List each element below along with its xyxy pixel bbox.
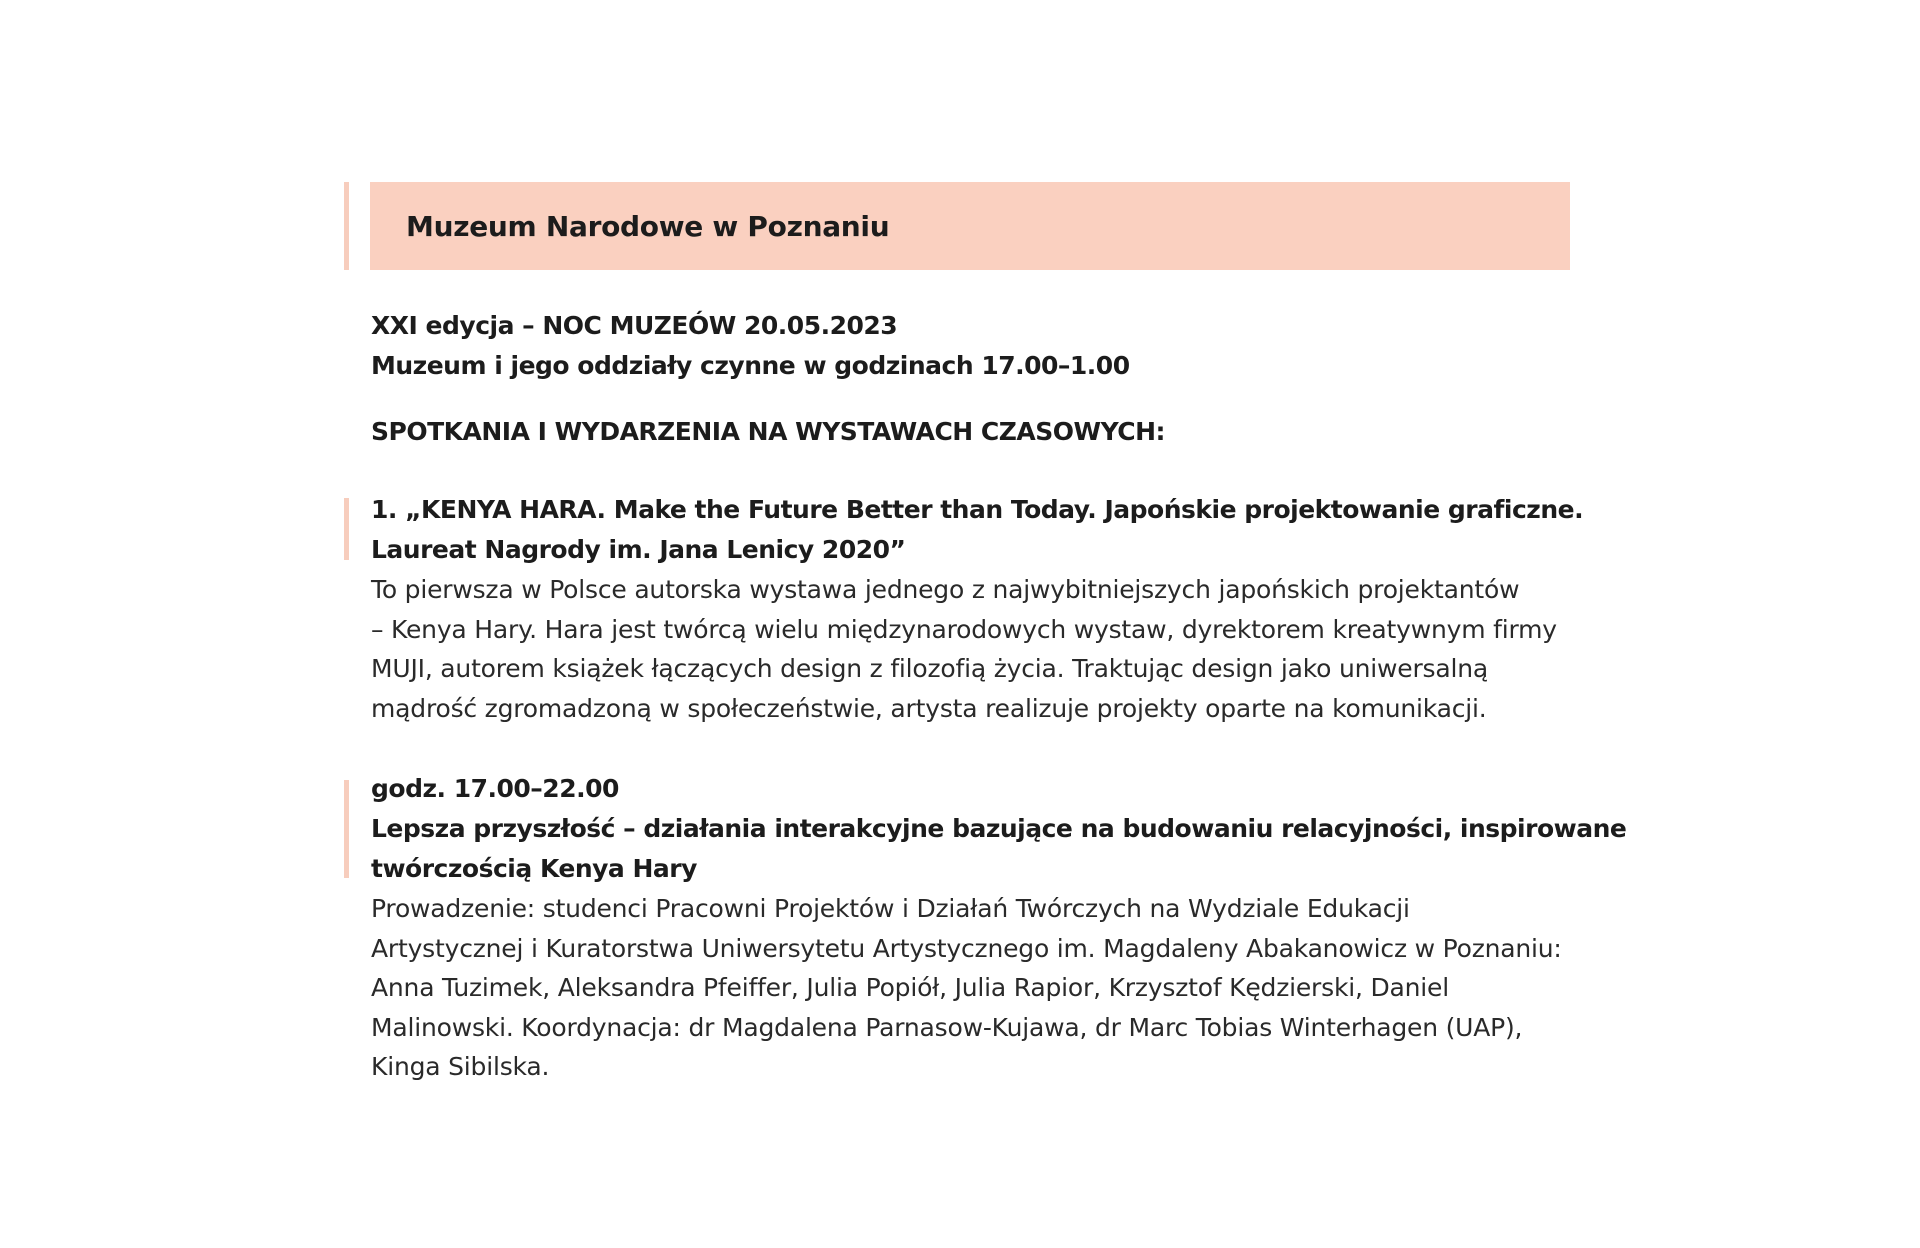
- opening-hours-line: Muzeum i jego oddziały czynne w godzinach 17.00–1.00: [371, 351, 1130, 380]
- section-heading-block: [371, 412, 1611, 452]
- item1-title-line: 1. „KENYA HARA. Make the Future Better than Today. Japońskie projektowanie graficzne.: [371, 495, 1584, 524]
- edition-line: XXI edycja – NOC MUZEÓW 20.05.2023: [371, 311, 898, 340]
- item1-accent-bar: [344, 498, 349, 560]
- item1-body-line: To pierwsza w Polsce autorska wystawa jednego z najwybitniejszych japońskich projektantów: [371, 575, 1520, 604]
- item2-body-line: Kinga Sibilska.: [371, 1052, 550, 1081]
- item1-title-line: Laureat Nagrody im. Jana Lenicy 2020”: [371, 535, 906, 564]
- header-accent-bar: [344, 182, 349, 270]
- section-heading: SPOTKANIA I WYDARZENIA NA WYSTAWACH CZASOWYCH:: [371, 417, 1166, 446]
- exhibition-item-1: [371, 490, 1611, 728]
- header-banner: [370, 182, 1570, 270]
- item1-body-line: mądrość zgromadzoną w społeczeństwie, artysta realizuje projekty oparte na komunikacji.: [371, 693, 1487, 723]
- item2-body-line: Artystycznej i Kuratorstwa Uniwersytetu Artystycznego im. Magdaleny Abakanowicz w Poznaniu:: [371, 933, 1562, 963]
- item2-title-line: twórczością Kenya Hary: [371, 854, 697, 883]
- item1-body-line: – Kenya Hary. Hara jest twórcą wielu międzynarodowych wystaw, dyrektorem kreatywnym firmy: [371, 614, 1557, 644]
- event-item-2: [371, 769, 1627, 1087]
- item2-title-line: Lepsza przyszłość – działania interakcyjne bazujące na budowaniu relacyjności, inspirowane: [371, 814, 1627, 843]
- item2-body-line: Malinowski. Koordynacja: dr Magdalena Parnasow-Kujawa, dr Marc Tobias Winterhagen (UAP),: [371, 1012, 1523, 1042]
- item1-body-line: MUJI, autorem książek łączących design z filozofią życia. Traktując design jako uniwersalną: [371, 654, 1489, 683]
- page-title: Muzeum Narodowe w Poznaniu: [406, 209, 890, 243]
- intro-block: [371, 306, 1611, 386]
- item2-time: godz. 17.00–22.00: [371, 774, 619, 803]
- item2-body-line: Anna Tuzimek, Aleksandra Pfeiffer, Julia Popiół, Julia Rapior, Krzysztof Kędzierski, Daniel: [371, 973, 1449, 1002]
- item2-body-line: Prowadzenie: studenci Pracowni Projektów i Działań Twórczych na Wydziale Edukacji: [371, 894, 1410, 923]
- item2-accent-bar: [344, 780, 349, 878]
